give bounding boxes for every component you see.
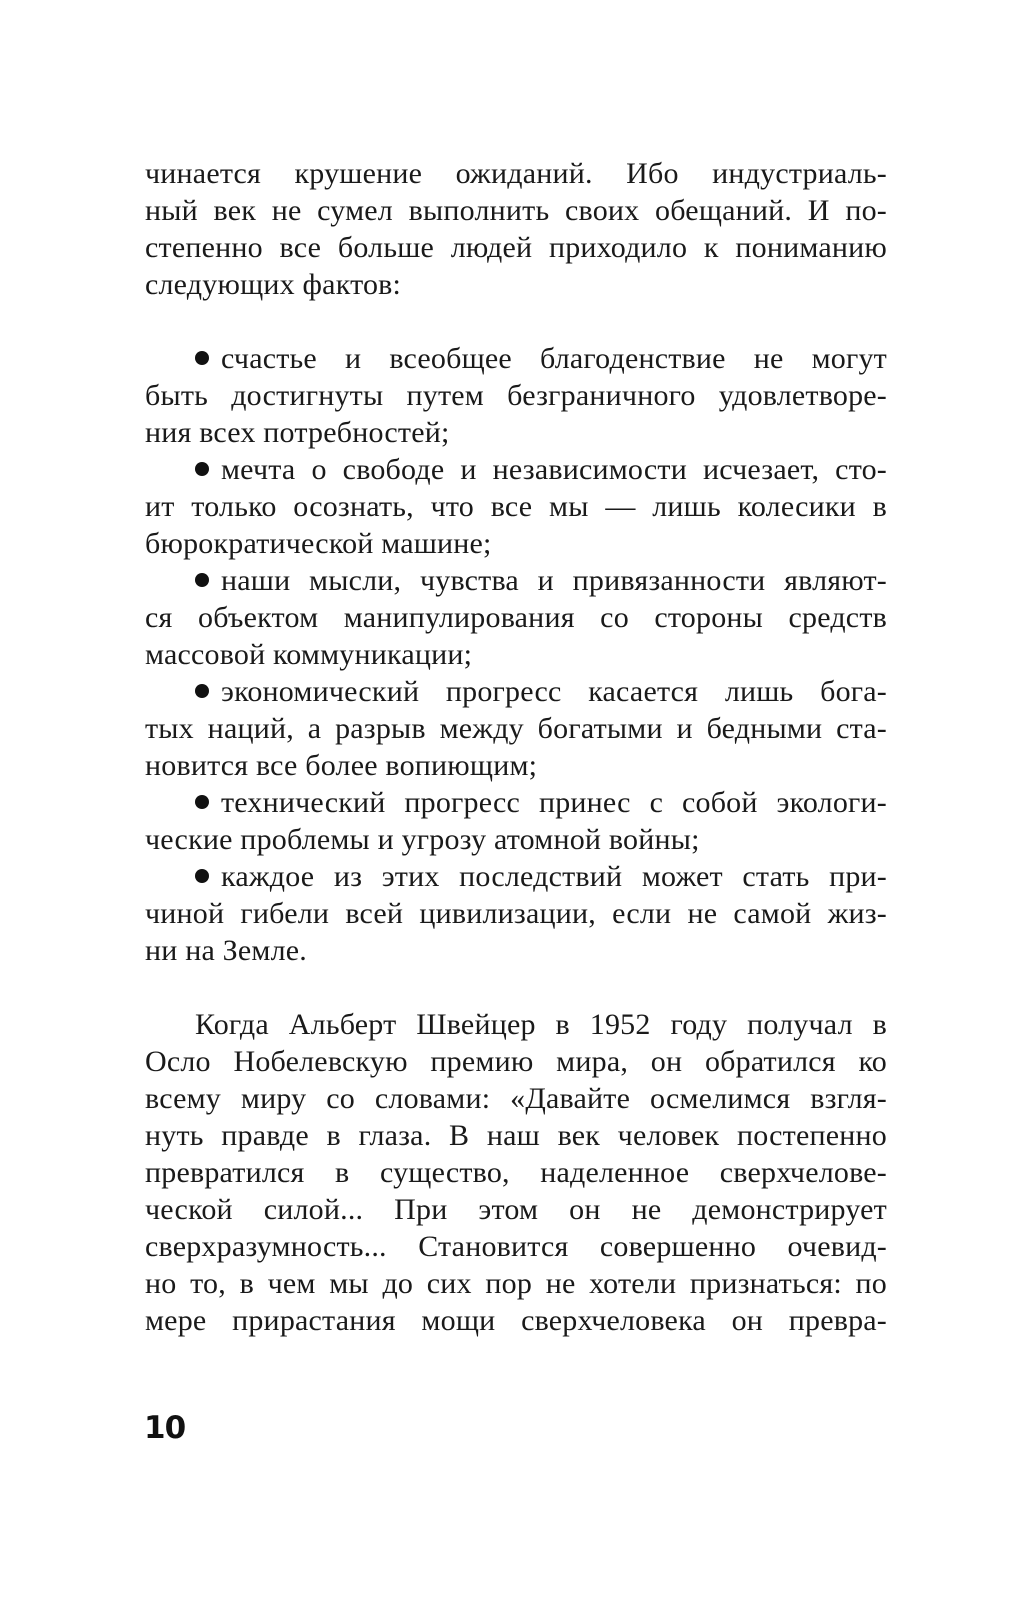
text-line: всему миру со словами: «Давайте осмелимся взгля- [145, 1082, 887, 1115]
paragraph-intro [145, 155, 887, 303]
bullet-item [145, 340, 887, 451]
text-line: быть достигнуты путем безграничного удовлетворе- [145, 379, 887, 412]
bullet-dot-icon [195, 869, 209, 883]
text-line: массовой коммуникации; [145, 638, 473, 671]
text-line [145, 673, 887, 710]
text-line: ния всех потребностей; [145, 416, 450, 449]
text-line: ческой силой... При этом он не демонстрирует [145, 1193, 887, 1226]
bullet-dot-icon [195, 462, 209, 476]
text-line [145, 784, 887, 821]
text-line: степенно все больше людей приходило к пониманию [145, 231, 887, 264]
bullet-text: наши мысли, чувства и привязанности являют- [221, 564, 887, 597]
bullet-item [145, 673, 887, 784]
text-line: Когда Альберт Швейцер в 1952 году получал в [195, 1008, 887, 1041]
text-line [145, 562, 887, 599]
text-line: ни на Земле. [145, 934, 307, 967]
bullet-item [145, 451, 887, 562]
paragraph-schweitzer [145, 1006, 887, 1339]
paragraph-gap [145, 969, 887, 1006]
bullet-text: каждое из этих последствий может стать при- [221, 860, 887, 893]
text-line: превратился в существо, наделенное сверхчелове- [145, 1156, 887, 1189]
text-line: ный век не сумел выполнить своих обещаний. И по- [145, 194, 887, 227]
bullet-text: счастье и всеобщее благоденствие не могут [221, 342, 887, 375]
page-number: 10 [144, 1410, 186, 1446]
text-line [145, 340, 887, 377]
bullet-item [145, 784, 887, 858]
bullet-list [145, 340, 887, 969]
text-line: нуть правде в глаза. В наш век человек постепенно [145, 1119, 887, 1152]
bullet-dot-icon [195, 684, 209, 698]
text-line: чиной гибели всей цивилизации, если не самой жиз- [145, 897, 887, 930]
text-line: бюрократической машине; [145, 527, 492, 560]
text-line: ся объектом манипулирования со стороны средств [145, 601, 887, 634]
text-line: но то, в чем мы до сих пор не хотели признаться: по [145, 1267, 887, 1300]
bullet-text: экономический прогресс касается лишь бога- [221, 675, 887, 708]
text-line [145, 858, 887, 895]
text-line [145, 451, 887, 488]
text-line: чинается крушение ожиданий. Ибо индустриаль- [145, 157, 887, 190]
page-body [145, 155, 887, 1339]
text-line: ческие проблемы и угрозу атомной войны; [145, 823, 700, 856]
bullet-item [145, 562, 887, 673]
text-line: мере прирастания мощи сверхчеловека он превра- [145, 1304, 887, 1337]
text-line: тых наций, а разрыв между богатыми и бедными ста- [145, 712, 887, 745]
bullet-dot-icon [195, 351, 209, 365]
bullet-text: мечта о свободе и независимости исчезает, сто- [221, 453, 887, 486]
text-line: новится все более вопиющим; [145, 749, 538, 782]
bullet-item [145, 858, 887, 969]
paragraph-gap [145, 303, 887, 340]
text-line: сверхразумность... Становится совершенно очевид- [145, 1230, 887, 1263]
text-line: Осло Нобелевскую премию мира, он обратился ко [145, 1045, 887, 1078]
bullet-dot-icon [195, 795, 209, 809]
text-line: ит только осознать, что все мы — лишь колесики в [145, 490, 887, 523]
bullet-text: технический прогресс принес с собой экологи- [221, 786, 887, 819]
text-line: следующих фактов: [145, 268, 402, 301]
bullet-dot-icon [195, 573, 209, 587]
